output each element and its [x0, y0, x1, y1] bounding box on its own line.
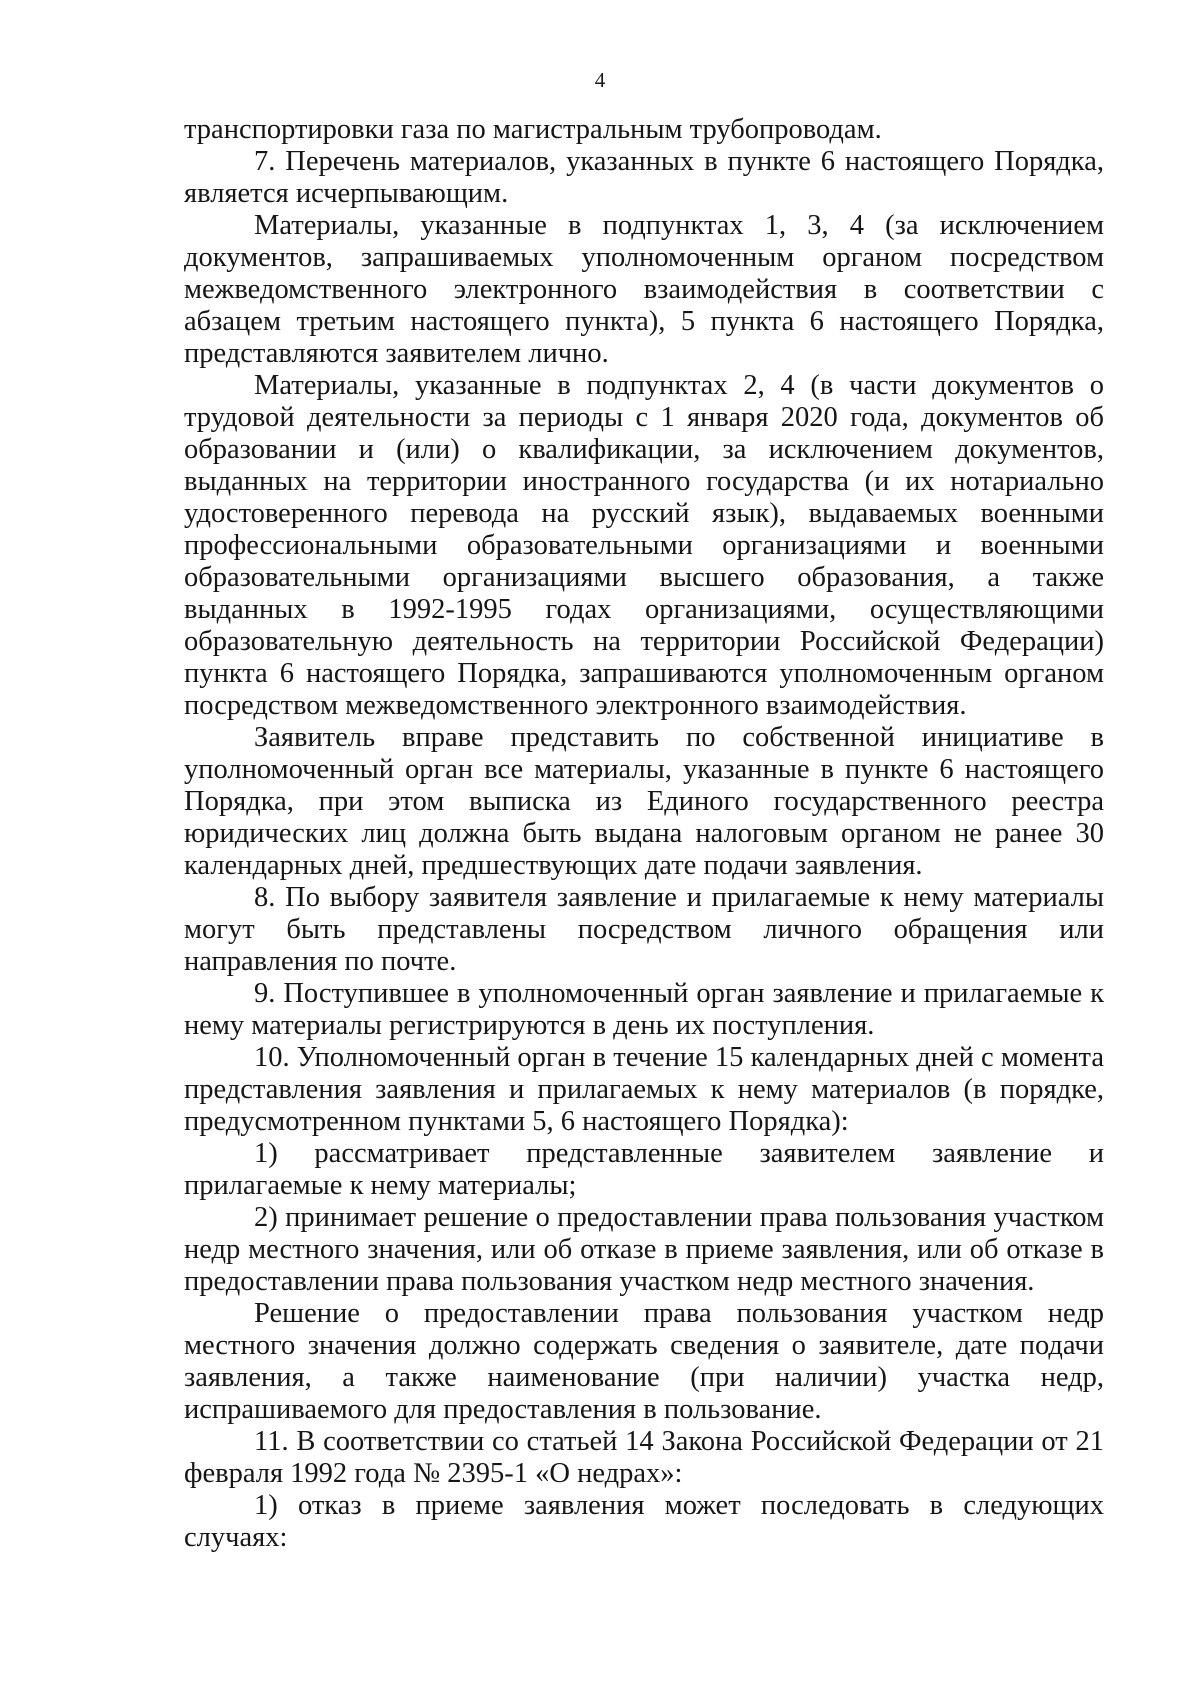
paragraph-item-7: 7. Перечень материалов, указанных в пункте 6 настоящего Порядка, является исчерпывающим. — [184, 146, 1104, 209]
paragraph-item-9: 9. Поступившее в уполномоченный орган заявление и прилагаемые к нему материалы регистрируются в день их поступления. — [184, 978, 1104, 1041]
page-number: 4 — [594, 68, 606, 92]
paragraph-item-10: 10. Уполномоченный орган в течение 15 календарных дней с момента представления заявления и прилагаемых к нему материалов (в порядке, предусмотренном пунктами 5, 6 настоящего Порядка): — [184, 1042, 1104, 1137]
paragraph-continuation: транспортировки газа по магистральным трубопроводам. — [184, 114, 882, 145]
paragraph-item-11-sub-1: 1) отказ в приеме заявления может последовать в следующих случаях: — [184, 1490, 1104, 1553]
paragraph-materials-requested: Материалы, указанные в подпунктах 2, 4 (в части документов о трудовой деятельности за периоды с 1 января 2020 года, документов об образовании и (или) о квалификации, за исключением документов, выданных на территории иностранного государства (и их нотариально удостоверенного перевода на русский язык), выдаваемых военными профессиональными образовательными организациями и военными образовательными организациями высшего образования, а также выданных в 1992-1995 годах организациями, осуществляющими образовательную деятельность на территории Российской Федерации) пункта 6 настоящего Порядка, запрашиваются уполномоченным органом посредством межведомственного электронного взаимодействия. — [184, 370, 1104, 721]
paragraph-item-8: 8. По выбору заявителя заявление и прилагаемые к нему материалы могут быть представлены посредством личного обращения или направления по почте. — [184, 882, 1104, 977]
paragraph-materials-personal: Материалы, указанные в подпунктах 1, 3, 4 (за исключением документов, запрашиваемых уполномоченным органом посредством межведомственного электронного взаимодействия в соответствии с абзацем третьим настоящего пункта), 5 пункта 6 настоящего Порядка, представляются заявителем лично. — [184, 210, 1104, 369]
document-body — [184, 114, 1104, 1554]
paragraph-decision-content: Решение о предоставлении права пользования участком недр местного значения должно содержать сведения о заявителе, дате подачи заявления, а также наименование (при наличии) участка недр, испрашиваемого для предоставления в пользование. — [184, 1298, 1104, 1425]
paragraph-item-11: 11. В соответствии со статьей 14 Закона Российской Федерации от 21 февраля 1992 года № 2395-1 «О недрах»: — [184, 1426, 1104, 1489]
paragraph-applicant-initiative: Заявитель вправе представить по собственной инициативе в уполномоченный орган все материалы, указанные в пункте 6 настоящего Порядка, при этом выписка из Единого государственного реестра юридических лиц должна быть выдана налоговым органом не ранее 30 календарных дней, предшествующих дате подачи заявления. — [184, 722, 1104, 881]
paragraph-item-10-sub-2: 2) принимает решение о предоставлении права пользования участком недр местного значения, или об отказе в приеме заявления, или об отказе в предоставлении права пользования участком недр местного значения. — [184, 1202, 1104, 1297]
paragraph-item-10-sub-1: 1) рассматривает представленные заявителем заявление и прилагаемые к нему материалы; — [184, 1138, 1104, 1201]
